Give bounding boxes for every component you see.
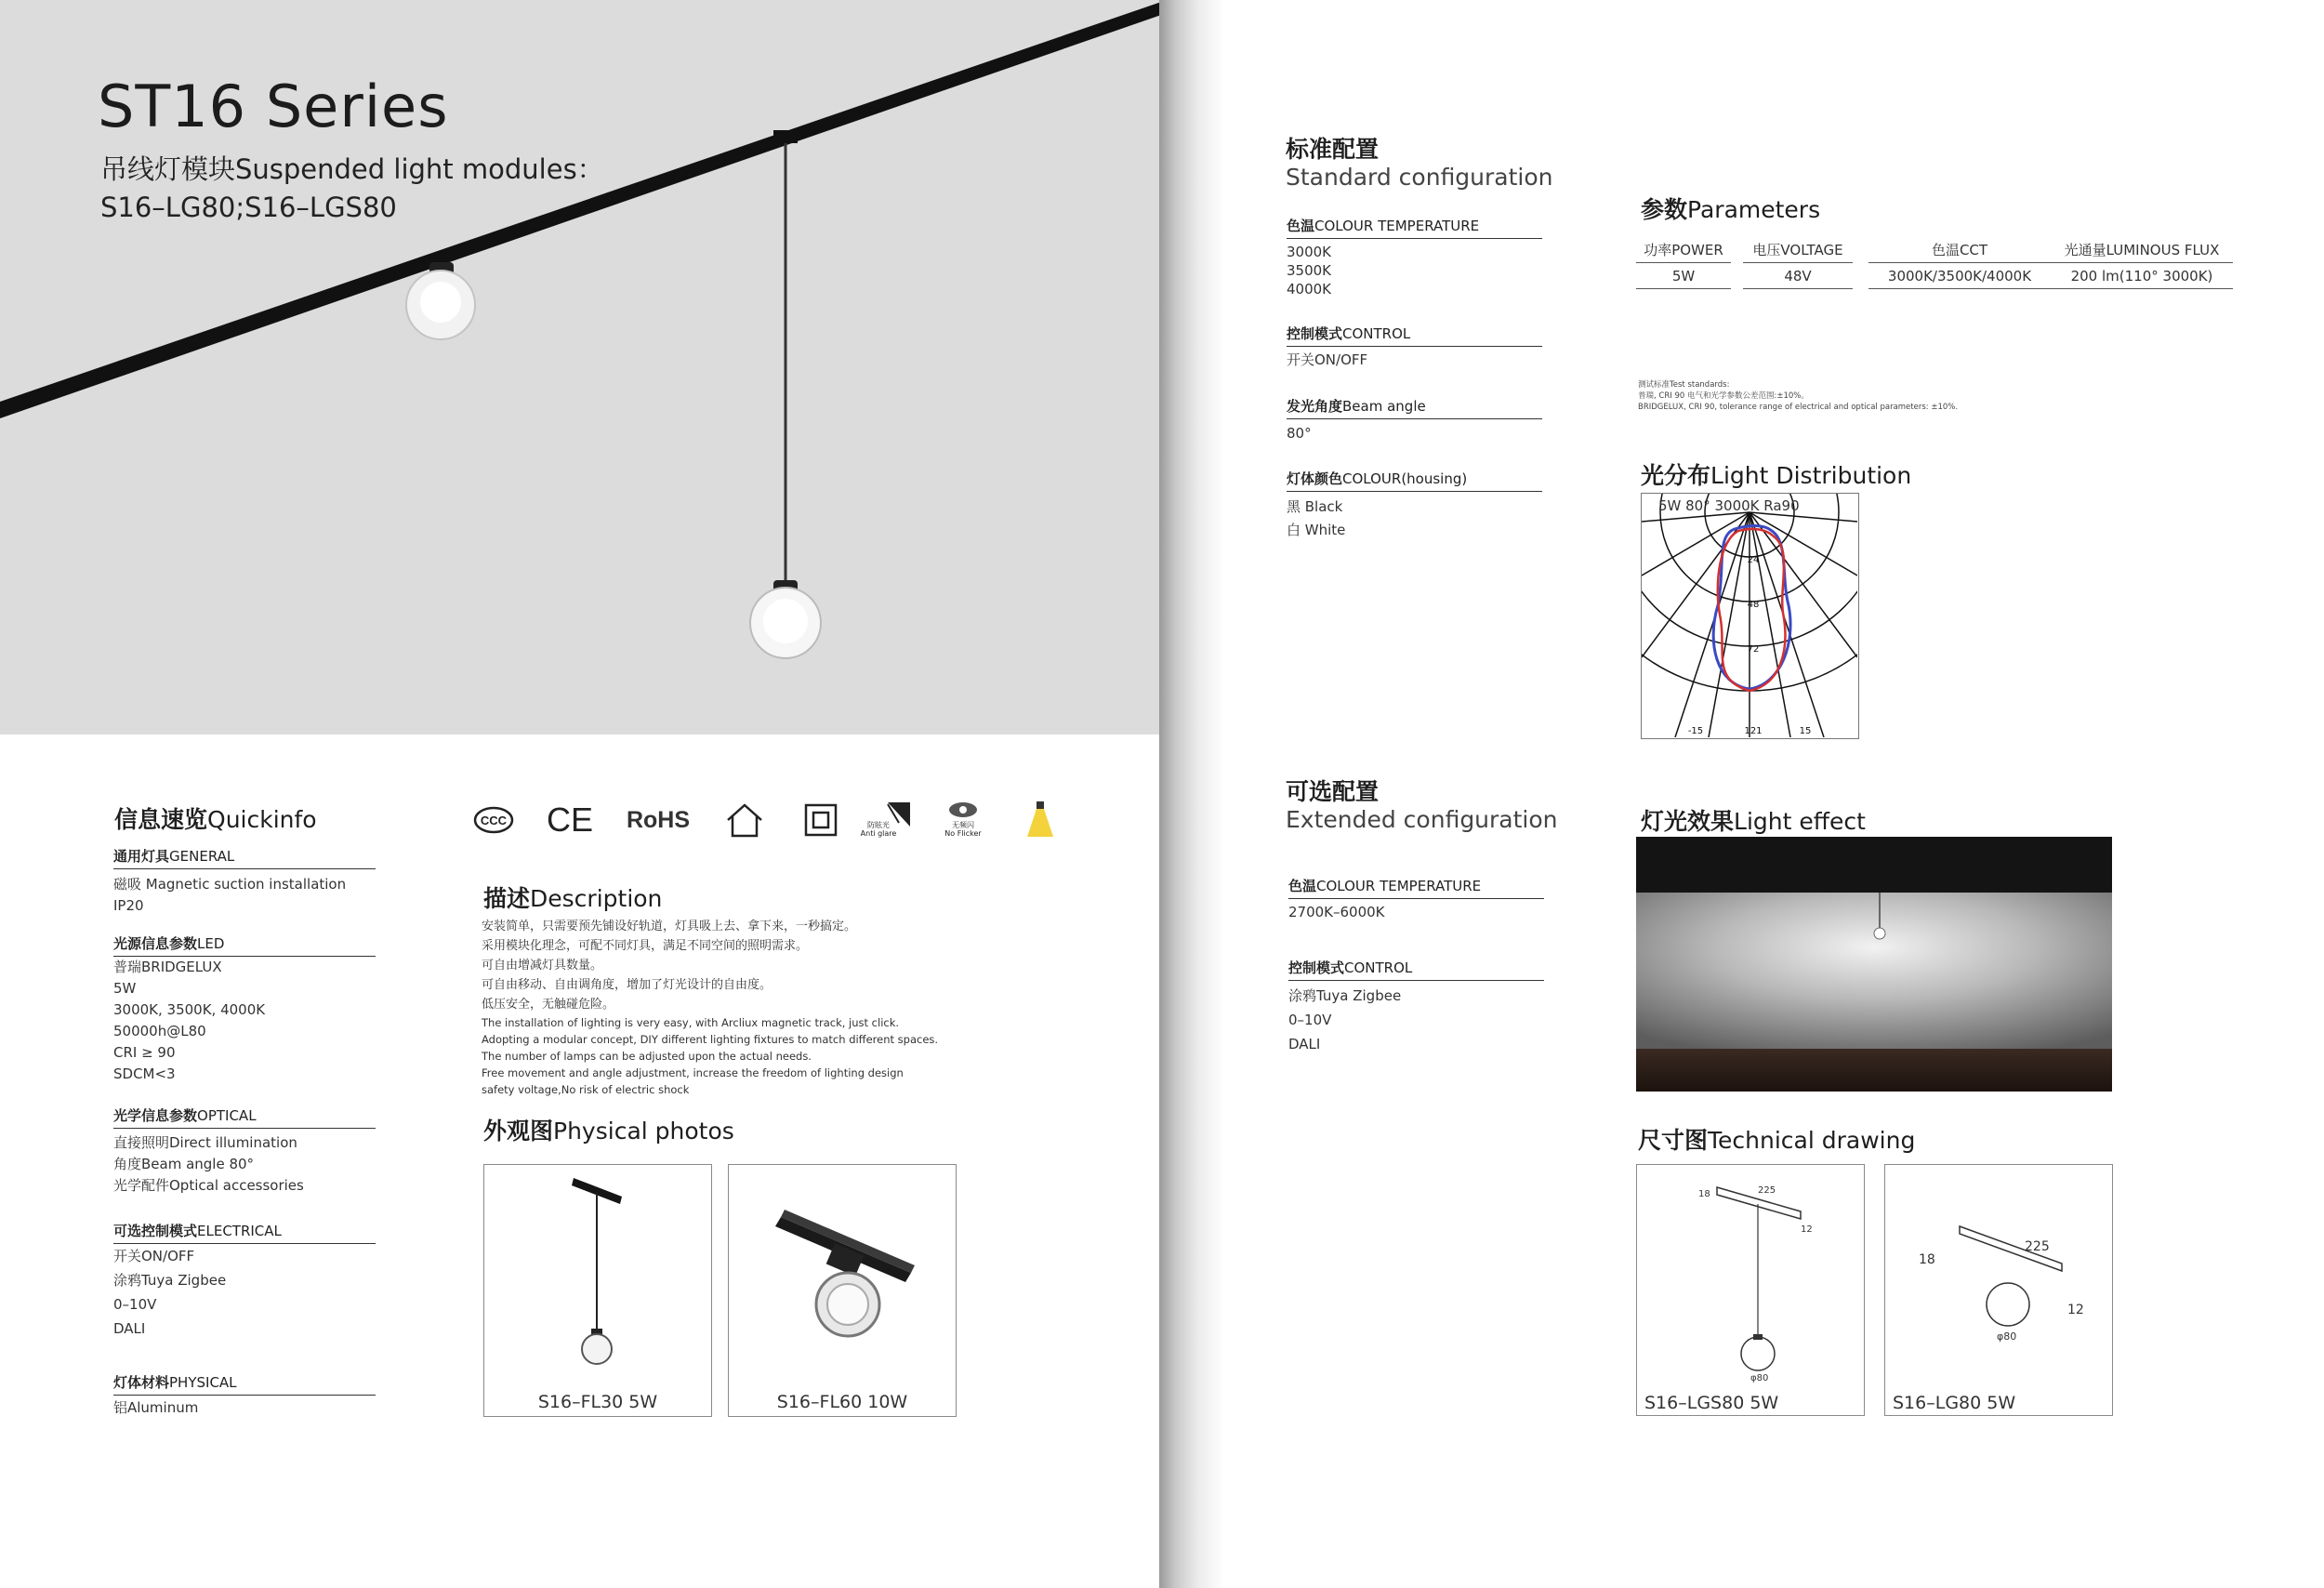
certification-icons — [472, 798, 1067, 844]
page-fold-shadow — [1159, 0, 1224, 1588]
std-housing-colour-heading: 灯体颜色COLOUR(housing) — [1287, 469, 1542, 492]
std-colour-temp-values: 3000K 3500K 4000K — [1287, 244, 1332, 298]
ext-colour-temp-values: 2700K–6000K — [1288, 904, 1385, 920]
general-lines: 磁吸 Magnetic suction installation IP20 — [113, 876, 347, 914]
indoor-house-icon — [723, 798, 766, 842]
polar-diagram — [1642, 494, 1857, 737]
description-body: 安装简单，只需要预先铺设好轨道，灯具吸上去、拿下来，一秒搞定。 采用模块化理念，可配不同灯具，满足不同空间的照明需求。 可自由增减灯具数量。 可自由移动、自由调角度，增加了灯光设计的自由度。 低压安全，无触碰危险。 The installation of lighting is very easy, with Arcliux magnetic track, just click. Adopting a modular concept, DIY different lighting fixtures to match different spaces. The number of lamps can be adjusted upon the actual needs. Free movement and angle adjustment, increase the freedom of lighting design safety voltage,No risk of electric shock — [482, 920, 939, 1096]
svg-text:18: 18 — [1919, 1252, 1935, 1267]
ext-control-heading: 控制模式CONTROL — [1288, 958, 1544, 981]
series-models: S16–LG80;S16–LGS80 — [100, 192, 397, 223]
std-colour-temp-heading: 色温COLOUR TEMPERATURE — [1287, 216, 1542, 239]
led-lines: 普瑞BRIDGELUX 5W 3000K, 3500K, 4000K 50000h@L80 CRI ≥ 90 SDCM<3 — [113, 959, 266, 1082]
svg-text:12: 12 — [1801, 1224, 1813, 1235]
svg-text:24: 24 — [1747, 555, 1760, 565]
series-title: ST16 Series — [98, 73, 449, 140]
svg-text:CCC: CCC — [480, 814, 508, 827]
physical-lines: 铝Aluminum — [113, 1399, 199, 1416]
std-beam-angle-heading: 发光角度Beam angle — [1287, 396, 1542, 419]
std-control-values: 开关ON/OFF — [1287, 351, 1368, 368]
lgs80-dimension-drawing — [1637, 1165, 1866, 1388]
electrical-heading: 可选控制模式ELECTRICAL — [113, 1221, 376, 1244]
svg-text:15: 15 — [1799, 726, 1812, 736]
light-effect-heading: 灯光效果Light effect — [1641, 808, 1866, 835]
ccc-icon — [472, 798, 515, 842]
param-cct: 色温CCT 3000K/3500K/4000K — [1868, 240, 2051, 289]
svg-text:12: 12 — [2067, 1303, 2084, 1317]
general-heading: 通用灯具GENERAL — [113, 846, 376, 869]
technical-drawing-heading: 尺寸图Technical drawing — [1638, 1127, 1916, 1154]
svg-text:18: 18 — [1698, 1189, 1710, 1199]
rohs-icon: RoHS — [626, 806, 691, 833]
spotlight-beam-icon — [1019, 798, 1062, 842]
distribution-header: 5W 80° 3000K Ra90 — [1658, 497, 1800, 514]
param-power: 功率POWER 5W — [1636, 240, 1731, 289]
param-voltage: 电压VOLTAGE 48V — [1743, 240, 1853, 289]
physical-heading: 灯体材料PHYSICAL — [113, 1372, 376, 1396]
photo-caption: S16–FL60 10W — [776, 1392, 908, 1412]
svg-text:225: 225 — [2025, 1239, 2050, 1254]
description-heading: 描述Description — [483, 885, 663, 912]
tech-drawing-lgs80 — [1636, 1164, 1865, 1416]
std-control-heading: 控制模式CONTROL — [1287, 324, 1542, 347]
light-distribution-chart — [1641, 493, 1859, 739]
photos-heading: 外观图Physical photos — [483, 1118, 734, 1145]
hero-banner — [0, 0, 1167, 734]
svg-text:121: 121 — [1744, 726, 1763, 736]
pendant-photo-image — [484, 1165, 713, 1388]
ext-control-values: 涂鸦Tuya Zigbee 0–10V DALI — [1288, 987, 1402, 1052]
tech-caption: S16–LG80 5W — [1893, 1393, 2016, 1413]
track-globe-photo-image — [729, 1165, 957, 1388]
param-luminous-flux: 光通量LUMINOUS FLUX 200 lm(110° 3000K) — [2051, 240, 2233, 289]
light-effect-photo — [1636, 837, 2112, 1092]
svg-text:φ80: φ80 — [1997, 1330, 2017, 1343]
anti-glare-icon: 防眩光 Anti glare — [859, 798, 915, 842]
svg-text:φ80: φ80 — [1750, 1373, 1769, 1383]
photo-fl60 — [728, 1164, 957, 1417]
series-subtitle: 吊线灯模块Suspended light modules： — [100, 153, 604, 185]
extended-config-heading: 可选配置 Extended configuration — [1286, 778, 1558, 833]
tech-drawing-lg80 — [1884, 1164, 2113, 1416]
photo-fl30 — [483, 1164, 712, 1417]
lg80-dimension-drawing — [1885, 1165, 2114, 1388]
std-housing-colour-values: 黑 Black 白 White — [1287, 498, 1346, 538]
parameters-heading: 参数Parameters — [1641, 196, 1821, 223]
no-flicker-icon: 无频闪 No Flicker — [935, 798, 991, 842]
optical-lines: 直接照明Direct illumination 角度Beam angle 80° 光学配件Optical accessories — [113, 1134, 304, 1194]
optical-heading: 光学信息参数OPTICAL — [113, 1105, 376, 1129]
svg-text:-15: -15 — [1687, 726, 1704, 736]
svg-text:48: 48 — [1747, 600, 1760, 610]
quickinfo-heading: 信息速览Quickinfo — [114, 806, 317, 833]
tech-caption: S16–LGS80 5W — [1644, 1393, 1779, 1413]
photo-caption: S16–FL30 5W — [537, 1392, 658, 1412]
ext-colour-temp-heading: 色温COLOUR TEMPERATURE — [1288, 876, 1544, 899]
led-heading: 光源信息参数LED — [113, 933, 376, 957]
class-iii-square-icon — [802, 798, 839, 842]
test-standards-note: 测试标准Test standards: 普瑞, CRI 90 电气和光学参数公差范围:±10%。 BRIDGELUX, CRI 90, tolerance range of electrical and optical parameters: ±10%. — [1638, 380, 1959, 412]
std-beam-angle-values: 80° — [1287, 425, 1312, 442]
standard-config-heading: 标准配置 Standard configuration — [1286, 136, 1553, 191]
svg-text:72: 72 — [1747, 644, 1760, 655]
electrical-lines: 开关ON/OFF 涂鸦Tuya Zigbee 0–10V DALI — [113, 1248, 227, 1337]
light-distribution-heading: 光分布Light Distribution — [1641, 462, 1912, 489]
ce-icon: CE — [547, 801, 594, 839]
svg-text:225: 225 — [1758, 1185, 1776, 1196]
